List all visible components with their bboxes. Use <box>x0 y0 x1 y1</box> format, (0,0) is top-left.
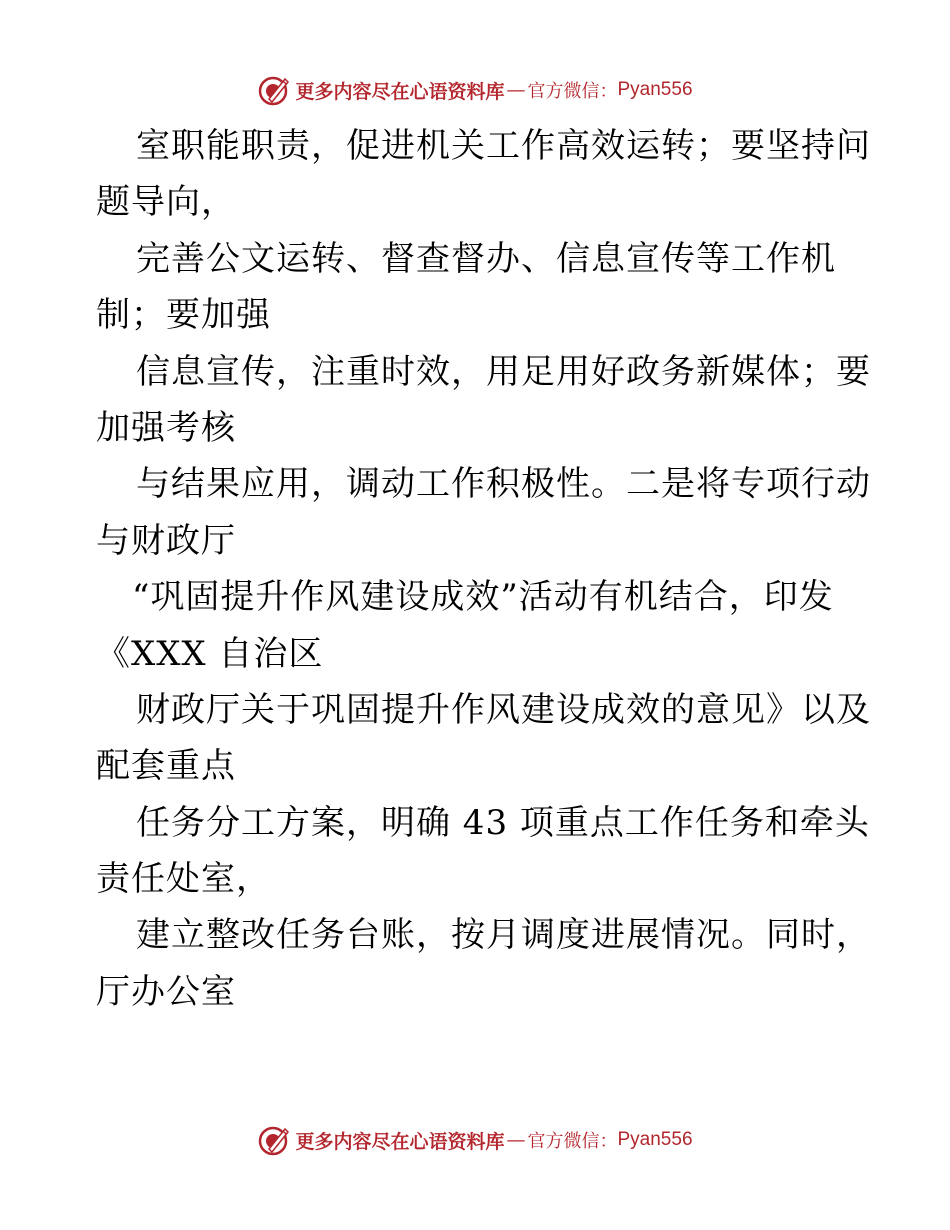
header-banner <box>0 70 950 110</box>
footer-brand: 更多内容尽在心语资料库 <box>295 1130 505 1153</box>
footer-wechat-id: Pyan556 <box>617 1129 693 1150</box>
header-brand: 更多内容尽在心语资料库 <box>295 80 505 103</box>
document-body <box>96 118 871 1020</box>
body-line: 责任处室， <box>96 859 271 900</box>
body-line: 与财政厅 <box>96 520 236 561</box>
body-line: 财政厅关于巩固提升作风建设成效的意见》以及 <box>136 689 871 730</box>
body-line: 与结果应用，调动工作积极性。二是将专项行动 <box>136 464 871 505</box>
footer-banner <box>0 1120 950 1160</box>
pen-logo-icon <box>257 1123 291 1157</box>
body-line: 室职能职责，促进机关工作高效运转；要坚持问 <box>136 126 871 166</box>
body-line: 制；要加强 <box>96 295 271 336</box>
body-line: 完善公文运转、督查督办、信息宣传等工作机 <box>136 238 836 279</box>
footer-separator: — <box>506 1129 526 1151</box>
header-label: 官方微信： <box>527 81 618 102</box>
body-line: 建立整改任务台账，按月调度进展情况。同时， <box>136 915 871 956</box>
body-line: 任务分工方案，明确 43 项重点工作任务和牵头 <box>136 802 870 843</box>
footer-label: 官方微信： <box>527 1131 618 1152</box>
body-line: 信息宣传，注重时效，用足用好政务新媒体；要 <box>136 351 871 392</box>
body-line: “巩固提升作风建设成效”活动有机结合，印发 <box>132 577 834 618</box>
header-separator: — <box>506 79 526 101</box>
body-line: 《XXX 自治区 <box>96 633 324 674</box>
body-line: 厅办公室 <box>96 971 236 1012</box>
body-line: 加强考核 <box>96 407 236 448</box>
header-wechat-id: Pyan556 <box>617 79 693 100</box>
pen-logo-icon <box>257 73 291 107</box>
body-line: 题导向， <box>96 182 236 223</box>
body-line: 配套重点 <box>96 746 236 787</box>
